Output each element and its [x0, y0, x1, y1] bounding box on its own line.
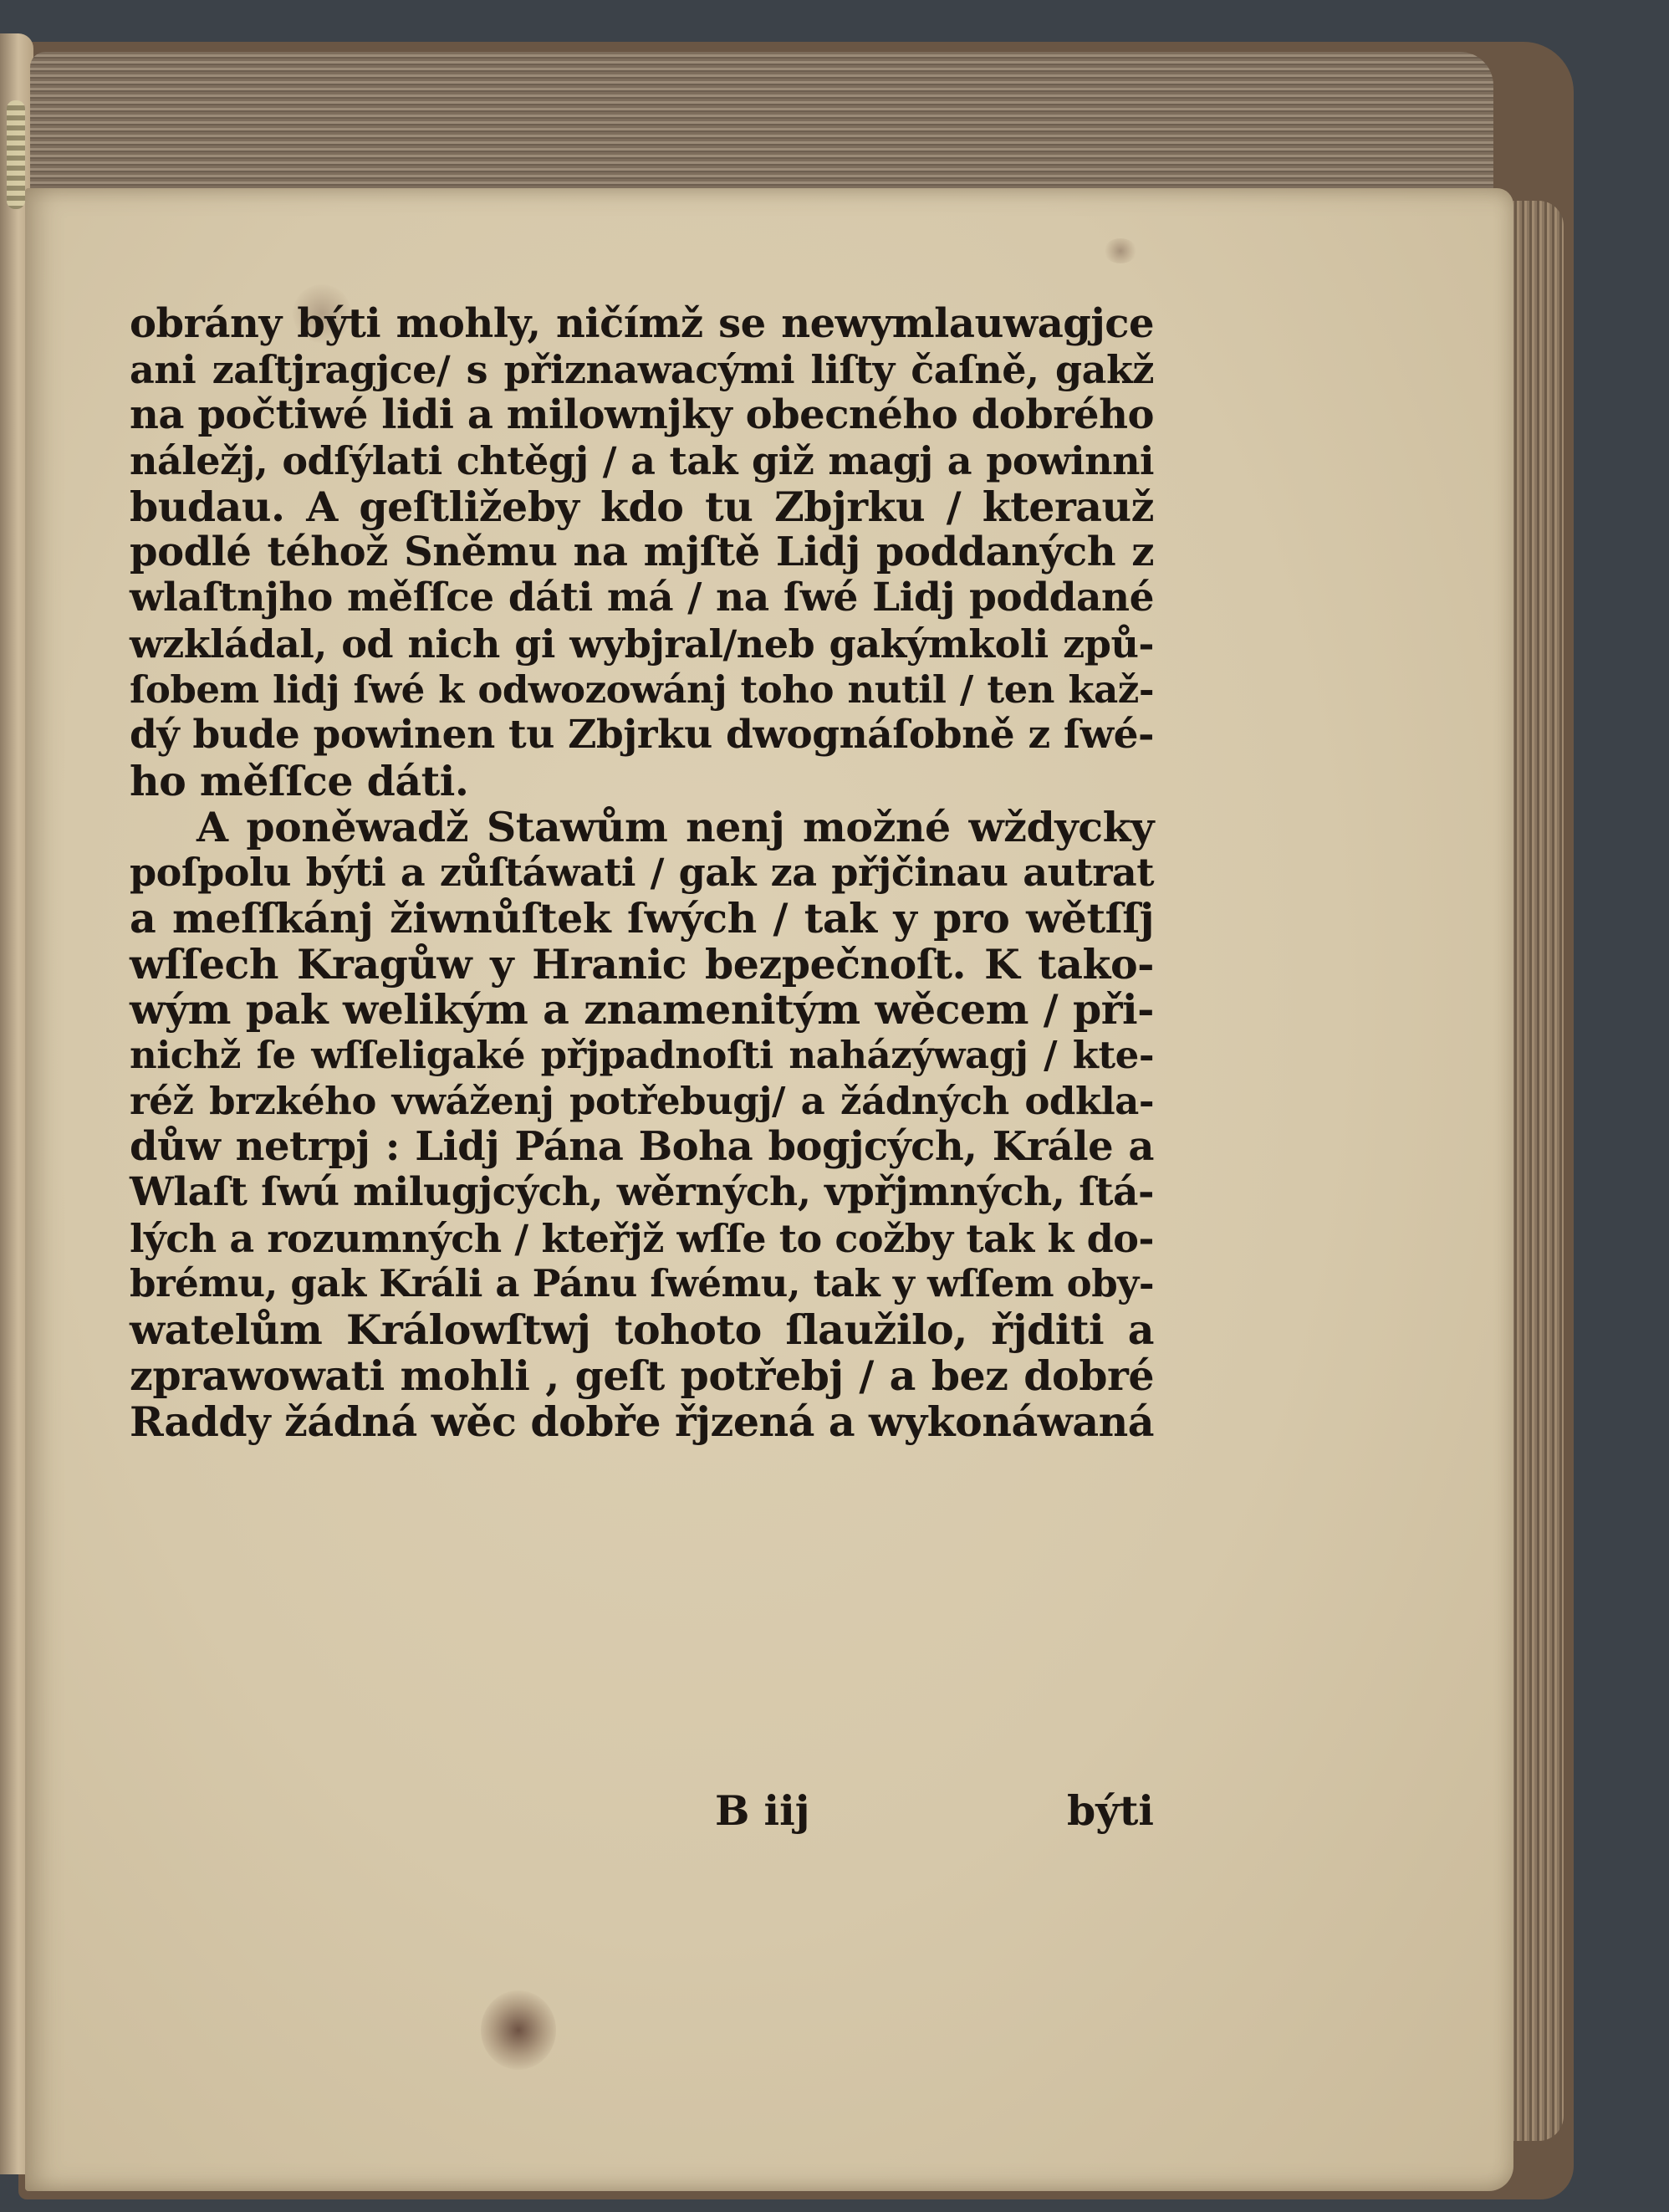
text-line: poſpolu býti a zůſtáwati / gak za přjčinau autrat [130, 850, 1154, 896]
ink-stain [481, 1990, 556, 2070]
text-line: wlaſtnjho měſſce dáti má / na ſwé Lidj poddané [130, 575, 1154, 621]
page-footer [130, 1785, 1154, 1836]
text-line: lých a rozumných / kteřjž wſſe to cožby tak k do- [130, 1215, 1154, 1261]
top-page-edges [30, 52, 1493, 198]
text-line: nichž ſe wſſeligaké přjpadnoſti naházýwagj / kte- [130, 1033, 1154, 1077]
text-line: Raddy žádná wěc dobře řjzená a wykonáwaná [130, 1397, 1154, 1446]
text-line: ho měſſce dáti. [130, 756, 469, 805]
text-line: Wlaſt ſwú milugjcých, wěrných, vpřjmných, ſtá- [130, 1169, 1154, 1216]
page-text [130, 301, 1154, 1444]
text-line: watelům Králowſtwj tohoto ſlaužilo, řjditi a [130, 1305, 1154, 1355]
text-line: budau. A geſtližeby kdo tu Zbjrku / kterauž [130, 482, 1154, 531]
text-line: ani zaſtjragjce/ s přiznawacými liſty čaſně, gakž [130, 346, 1154, 392]
text-line: zprawowati mohli , geſt potřebj / a bez dobré [130, 1351, 1154, 1400]
text-line: na počtiwé lidi a milownjky obecného dobrého [130, 391, 1154, 439]
text-line: obrány býti mohly, ničímž se newymlauwagjce [130, 300, 1154, 347]
foxing-spot [1104, 238, 1137, 263]
text-line: a meſſkánj žiwnůſtek ſwých / tak y pro wětſſj [130, 893, 1154, 943]
text-line: náležj, odſýlati chtěgj / a tak giž magj a powinni [130, 438, 1154, 484]
catchword: býti [1067, 1786, 1154, 1835]
binding-thread [7, 100, 25, 209]
text-line: réž brzkého vwáženj potřebugj/ a žádných odkla- [130, 1078, 1154, 1123]
text-line: brému, gak Králi a Pánu ſwému, tak y wſſem oby- [130, 1261, 1154, 1306]
text-line: wzkládal, od nich gi wybjral/neb gakýmkoli způ- [130, 621, 1154, 667]
signature-mark: B iij [715, 1786, 810, 1835]
text-line: ſobem lidj ſwé k odwozowánj toho nutil / ten kaž- [130, 667, 1154, 712]
text-line: dý bude powinen tu Zbjrku dwognáſobně z ſwé- [130, 712, 1154, 759]
text-line: důw netrpj : Lidj Pána Boha bogjcých, Krále a [130, 1123, 1154, 1171]
text-line: podlé téhož Sněmu na mjſtě Lidj poddaných z [130, 529, 1154, 576]
text-line: wým pak welikým a znamenitým wěcem / při- [130, 985, 1154, 1034]
paragraph-start-line: A poněwadž Stawům nenj možné wždycky [197, 802, 1154, 851]
text-line: wſſech Kragůw y Hranic bezpečnoſt. K tako- [130, 939, 1154, 989]
